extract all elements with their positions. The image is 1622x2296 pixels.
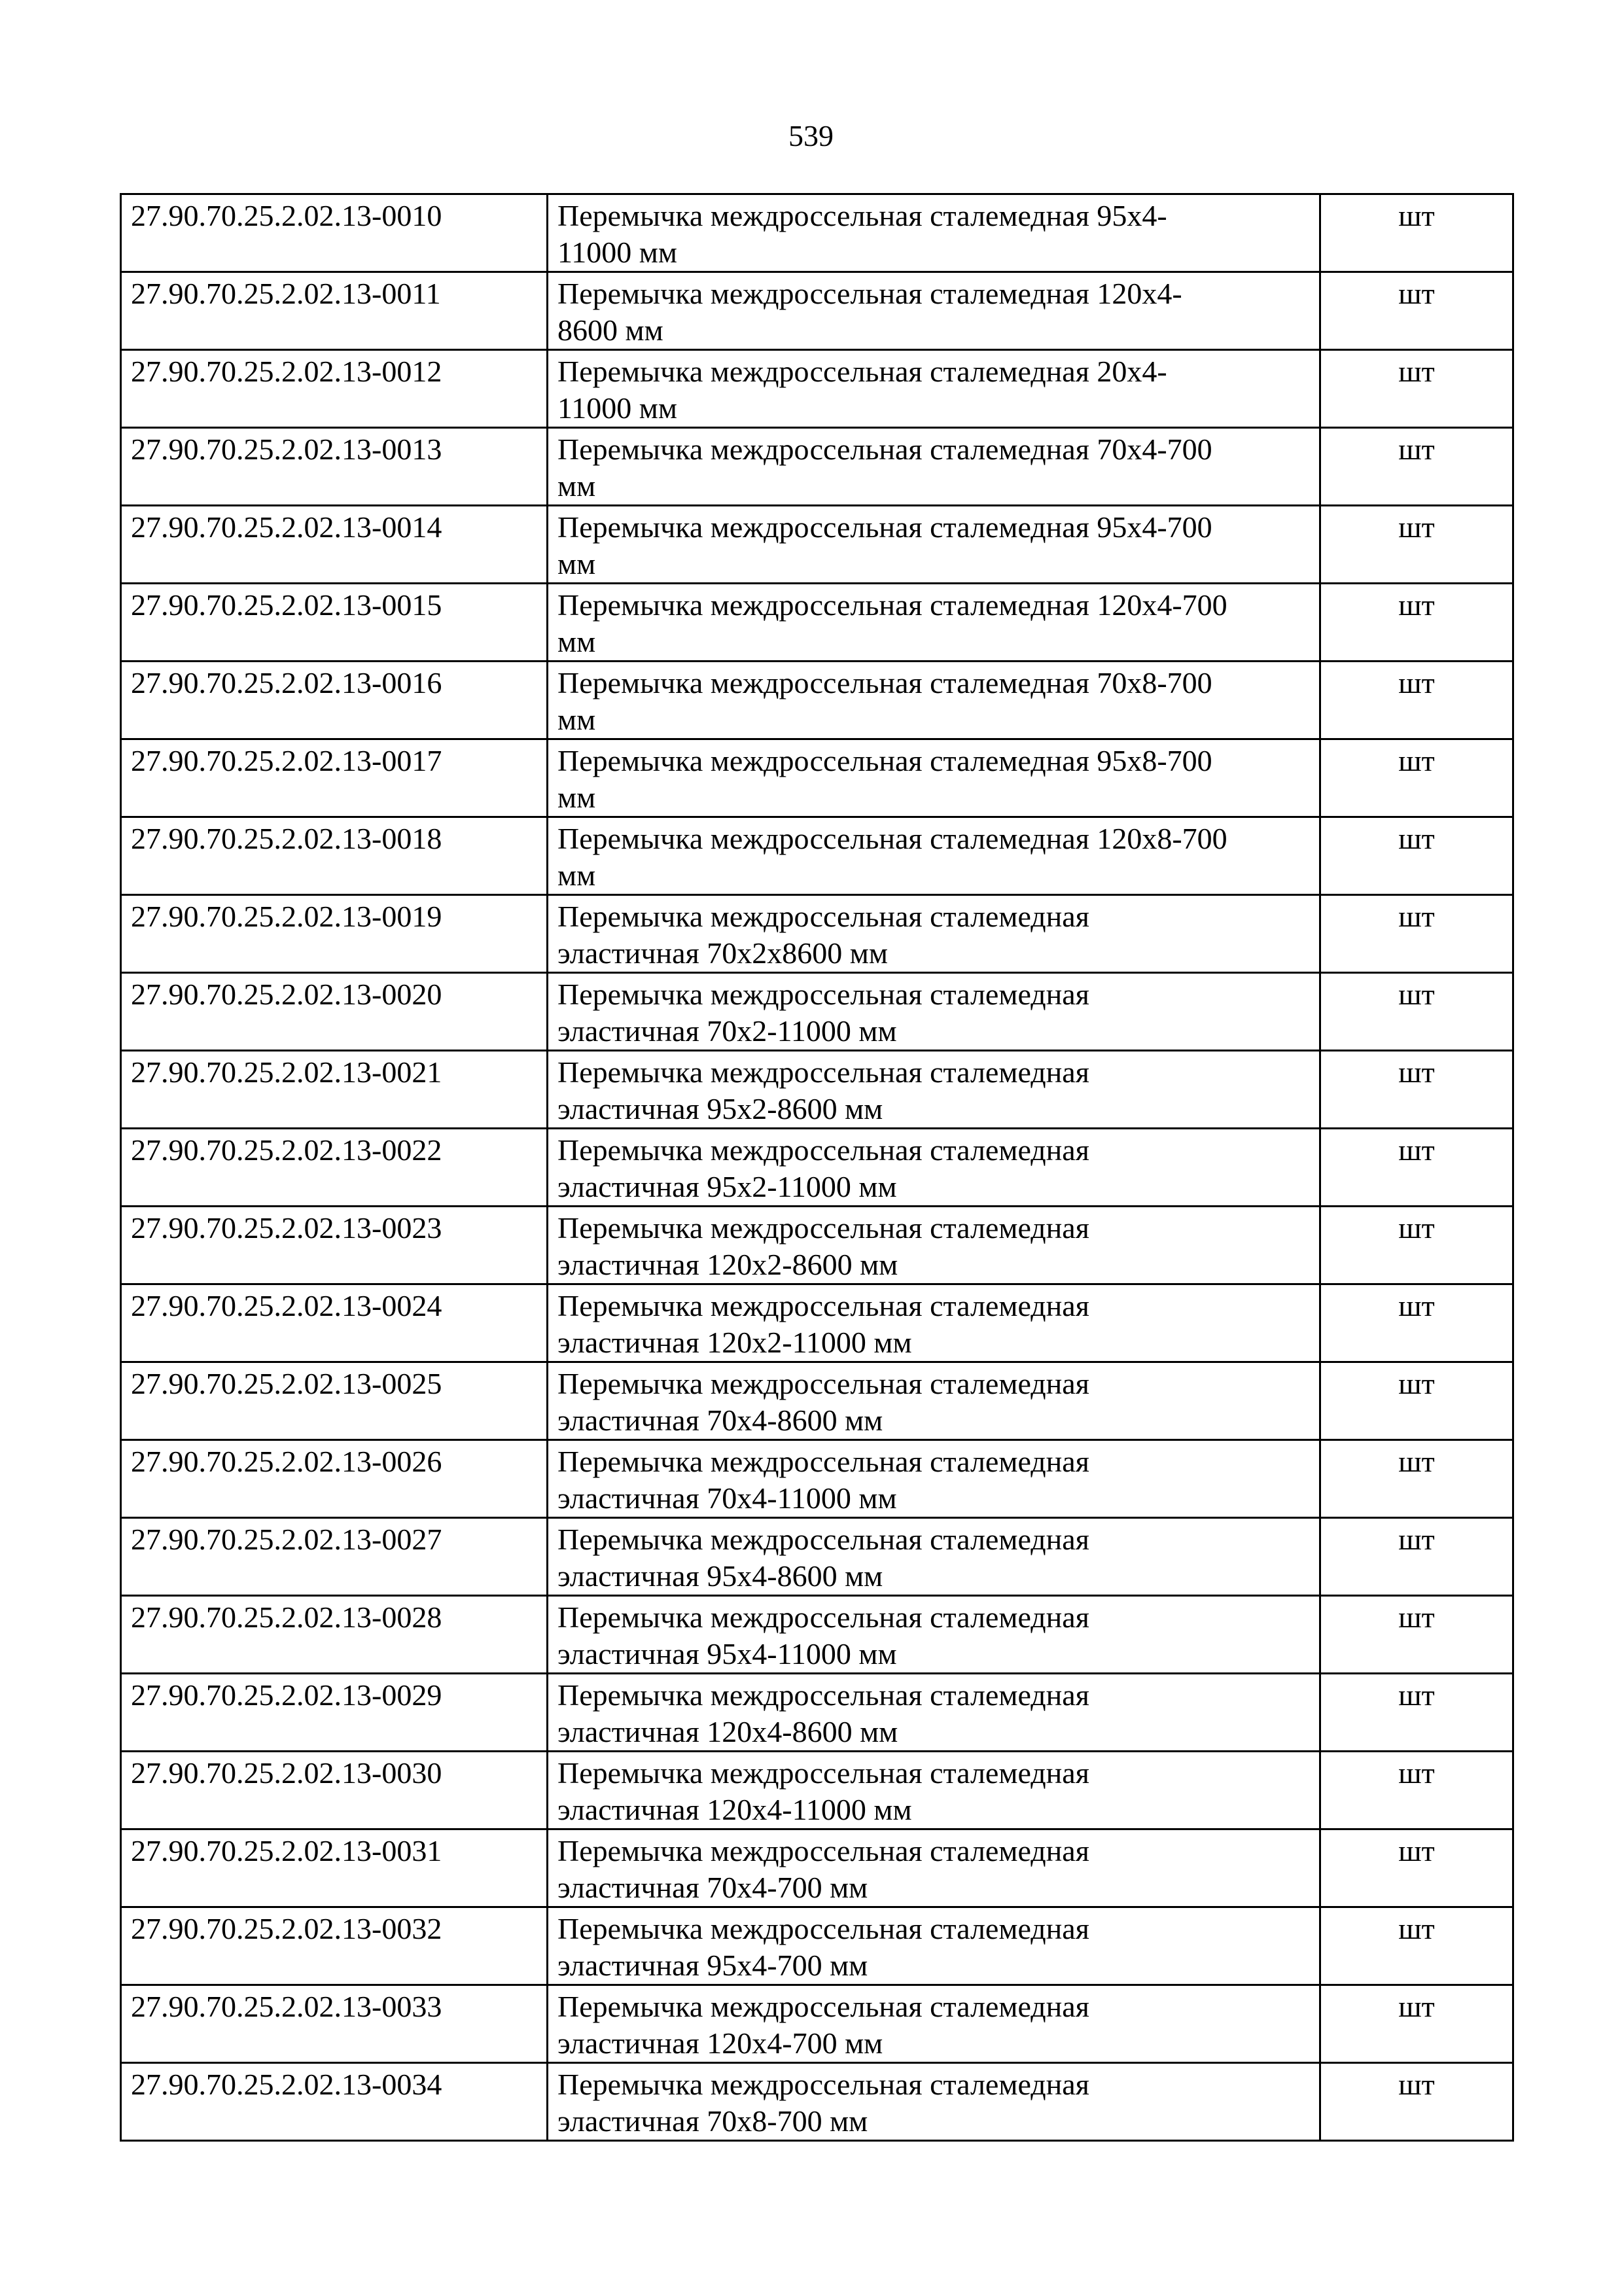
item-name-line: Перемычка междроссельная сталемедная 120х8-700 bbox=[557, 822, 1227, 855]
item-name-line: 8600 мм bbox=[557, 313, 663, 347]
table-row bbox=[121, 1752, 1513, 1829]
item-unit: шт bbox=[1398, 978, 1435, 1011]
item-name-line: Перемычка междроссельная сталемедная bbox=[557, 1055, 1089, 1089]
item-code: 27.90.70.25.2.02.13-0024 bbox=[131, 1289, 442, 1322]
item-name-line: эластичная 95х2-8600 мм bbox=[557, 1092, 883, 1125]
item-name-line: Перемычка междроссельная сталемедная bbox=[557, 1678, 1089, 1712]
item-name-line: Перемычка междроссельная сталемедная bbox=[557, 1133, 1089, 1167]
item-name bbox=[557, 1051, 1310, 1127]
item-name bbox=[557, 1830, 1310, 1906]
item-name-line: Перемычка междроссельная сталемедная bbox=[557, 1834, 1089, 1867]
item-unit: шт bbox=[1398, 1912, 1435, 1945]
item-unit-cell bbox=[1320, 662, 1513, 739]
item-name bbox=[557, 662, 1310, 738]
item-name-cell bbox=[548, 1440, 1320, 1518]
item-name-line: Перемычка междроссельная сталемедная 120х4-700 bbox=[557, 588, 1227, 622]
item-name-cell bbox=[548, 1674, 1320, 1752]
item-code: 27.90.70.25.2.02.13-0027 bbox=[131, 1523, 442, 1556]
item-name-line: Перемычка междроссельная сталемедная bbox=[557, 1289, 1089, 1322]
item-unit: шт bbox=[1398, 277, 1435, 310]
item-name-line: эластичная 70х4-8600 мм bbox=[557, 1404, 883, 1437]
item-name bbox=[557, 2064, 1310, 2140]
item-name bbox=[557, 1207, 1310, 1283]
item-name bbox=[557, 818, 1310, 894]
table-row bbox=[121, 1596, 1513, 1674]
table-row bbox=[121, 350, 1513, 428]
item-name bbox=[557, 1752, 1310, 1828]
item-name-cell bbox=[548, 895, 1320, 973]
item-name bbox=[557, 584, 1310, 660]
item-unit: шт bbox=[1398, 666, 1435, 699]
item-unit-cell bbox=[1320, 272, 1513, 350]
item-code-cell bbox=[121, 739, 548, 817]
table-row bbox=[121, 1674, 1513, 1752]
item-code: 27.90.70.25.2.02.13-0030 bbox=[131, 1756, 442, 1790]
table-row bbox=[121, 1907, 1513, 1985]
item-name bbox=[557, 1285, 1310, 1361]
item-name bbox=[557, 1519, 1310, 1595]
item-code: 27.90.70.25.2.02.13-0031 bbox=[131, 1834, 442, 1867]
item-unit-cell bbox=[1320, 584, 1513, 662]
item-unit-cell bbox=[1320, 1362, 1513, 1440]
table-row bbox=[121, 1829, 1513, 1907]
item-unit: шт bbox=[1398, 744, 1435, 777]
item-name-line: эластичная 95х2-11000 мм bbox=[557, 1170, 897, 1203]
item-name-cell bbox=[548, 1284, 1320, 1362]
item-name-line: эластичная 70х2х8600 мм bbox=[557, 936, 888, 970]
item-name-line: эластичная 95х4-700 мм bbox=[557, 1949, 868, 1982]
item-unit: шт bbox=[1398, 1445, 1435, 1478]
item-name-line: мм bbox=[557, 469, 596, 503]
item-name-cell bbox=[548, 584, 1320, 662]
item-code-cell bbox=[121, 194, 548, 272]
item-name-cell bbox=[548, 272, 1320, 350]
item-name-line: Перемычка междроссельная сталемедная 95х4-700 bbox=[557, 510, 1212, 544]
table-row bbox=[121, 662, 1513, 739]
table-row bbox=[121, 194, 1513, 272]
item-name bbox=[557, 506, 1310, 582]
item-unit: шт bbox=[1398, 1211, 1435, 1245]
item-name-line: Перемычка междроссельная сталемедная 120х4- bbox=[557, 277, 1182, 310]
item-code-cell bbox=[121, 1284, 548, 1362]
item-code-cell bbox=[121, 1051, 548, 1129]
item-unit-cell bbox=[1320, 817, 1513, 895]
item-code: 27.90.70.25.2.02.13-0014 bbox=[131, 510, 442, 544]
item-name-line: Перемычка междроссельная сталемедная bbox=[557, 1756, 1089, 1790]
item-code-cell bbox=[121, 1674, 548, 1752]
item-unit: шт bbox=[1398, 900, 1435, 933]
item-code: 27.90.70.25.2.02.13-0020 bbox=[131, 978, 442, 1011]
item-name bbox=[557, 1441, 1310, 1517]
item-name-line: Перемычка междроссельная сталемедная bbox=[557, 1367, 1089, 1400]
item-name-line: Перемычка междроссельная сталемедная 70х4-700 bbox=[557, 433, 1212, 466]
item-code: 27.90.70.25.2.02.13-0029 bbox=[131, 1678, 442, 1712]
item-name-line: эластичная 95х4-8600 мм bbox=[557, 1559, 883, 1593]
item-unit-cell bbox=[1320, 1752, 1513, 1829]
item-name-line: эластичная 120х4-8600 мм bbox=[557, 1715, 898, 1748]
item-unit-cell bbox=[1320, 194, 1513, 272]
item-name-line: эластичная 120х4-11000 мм bbox=[557, 1793, 912, 1826]
item-unit: шт bbox=[1398, 822, 1435, 855]
item-name-line: Перемычка междроссельная сталемедная bbox=[557, 1912, 1089, 1945]
item-unit: шт bbox=[1398, 1990, 1435, 2023]
item-name-line: 11000 мм bbox=[557, 236, 678, 269]
item-code-cell bbox=[121, 2063, 548, 2141]
table-row bbox=[121, 973, 1513, 1051]
item-code: 27.90.70.25.2.02.13-0013 bbox=[131, 433, 442, 466]
item-unit-cell bbox=[1320, 739, 1513, 817]
item-code: 27.90.70.25.2.02.13-0018 bbox=[131, 822, 442, 855]
item-code: 27.90.70.25.2.02.13-0010 bbox=[131, 199, 442, 232]
item-unit: шт bbox=[1398, 510, 1435, 544]
table-row bbox=[121, 1518, 1513, 1596]
item-unit-cell bbox=[1320, 1596, 1513, 1674]
item-name-line: Перемычка междроссельная сталемедная bbox=[557, 1445, 1089, 1478]
item-unit-cell bbox=[1320, 1207, 1513, 1284]
item-name-cell bbox=[548, 2063, 1320, 2141]
item-unit: шт bbox=[1398, 1678, 1435, 1712]
item-unit-cell bbox=[1320, 973, 1513, 1051]
item-code-cell bbox=[121, 1596, 548, 1674]
item-code-cell bbox=[121, 1907, 548, 1985]
item-name bbox=[557, 1986, 1310, 2062]
item-code: 27.90.70.25.2.02.13-0022 bbox=[131, 1133, 442, 1167]
item-code-cell bbox=[121, 1207, 548, 1284]
item-code-cell bbox=[121, 1985, 548, 2063]
item-code-cell bbox=[121, 1829, 548, 1907]
table-row bbox=[121, 1985, 1513, 2063]
item-code-cell bbox=[121, 272, 548, 350]
item-unit-cell bbox=[1320, 1674, 1513, 1752]
item-name-cell bbox=[548, 1051, 1320, 1129]
item-name-line: эластичная 120х2-11000 мм bbox=[557, 1326, 912, 1359]
item-code: 27.90.70.25.2.02.13-0021 bbox=[131, 1055, 442, 1089]
item-name-line: Перемычка междроссельная сталемедная bbox=[557, 1523, 1089, 1556]
item-unit-cell bbox=[1320, 1051, 1513, 1129]
item-code-cell bbox=[121, 895, 548, 973]
item-name-cell bbox=[548, 817, 1320, 895]
table-row bbox=[121, 1129, 1513, 1207]
item-unit: шт bbox=[1398, 2068, 1435, 2101]
table-row bbox=[121, 1284, 1513, 1362]
item-unit: шт bbox=[1398, 1600, 1435, 1634]
item-name bbox=[557, 273, 1310, 349]
item-name bbox=[557, 1908, 1310, 1984]
item-unit-cell bbox=[1320, 1985, 1513, 2063]
catalog-table bbox=[120, 193, 1514, 2142]
item-name-line: мм bbox=[557, 781, 596, 814]
item-name-line: Перемычка междроссельная сталемедная 95х8-700 bbox=[557, 744, 1212, 777]
item-name-cell bbox=[548, 1207, 1320, 1284]
item-name-line: эластичная 70х8-700 мм bbox=[557, 2104, 868, 2138]
item-name-cell bbox=[548, 350, 1320, 428]
item-code: 27.90.70.25.2.02.13-0017 bbox=[131, 744, 442, 777]
catalog-table-body bbox=[121, 194, 1513, 2141]
item-unit-cell bbox=[1320, 1518, 1513, 1596]
item-name-line: мм bbox=[557, 547, 596, 580]
item-name-line: эластичная 70х4-700 мм bbox=[557, 1871, 868, 1904]
table-row bbox=[121, 1051, 1513, 1129]
item-unit: шт bbox=[1398, 1055, 1435, 1089]
item-unit: шт bbox=[1398, 433, 1435, 466]
item-name bbox=[557, 1363, 1310, 1439]
item-name-line: эластичная 120х4-700 мм bbox=[557, 2026, 883, 2060]
item-unit-cell bbox=[1320, 1440, 1513, 1518]
item-unit: шт bbox=[1398, 199, 1435, 232]
table-row bbox=[121, 1362, 1513, 1440]
item-name-line: мм bbox=[557, 625, 596, 658]
item-code: 27.90.70.25.2.02.13-0033 bbox=[131, 1990, 442, 2023]
item-name-line: мм bbox=[557, 858, 596, 892]
item-name-line: Перемычка междроссельная сталемедная bbox=[557, 978, 1089, 1011]
item-name-line: эластичная 70х4-11000 мм bbox=[557, 1481, 897, 1515]
item-name-cell bbox=[548, 1518, 1320, 1596]
item-name-cell bbox=[548, 194, 1320, 272]
item-code-cell bbox=[121, 1752, 548, 1829]
item-code-cell bbox=[121, 973, 548, 1051]
item-unit-cell bbox=[1320, 428, 1513, 506]
table-row bbox=[121, 1207, 1513, 1284]
item-code: 27.90.70.25.2.02.13-0023 bbox=[131, 1211, 442, 1245]
item-code-cell bbox=[121, 1129, 548, 1207]
item-unit-cell bbox=[1320, 1129, 1513, 1207]
item-code-cell bbox=[121, 1362, 548, 1440]
item-code-cell bbox=[121, 584, 548, 662]
item-unit-cell bbox=[1320, 1907, 1513, 1985]
item-name-cell bbox=[548, 1985, 1320, 2063]
table-row bbox=[121, 506, 1513, 584]
item-code-cell bbox=[121, 817, 548, 895]
item-name bbox=[557, 1597, 1310, 1672]
item-name-line: Перемычка междроссельная сталемедная bbox=[557, 1990, 1089, 2023]
item-unit-cell bbox=[1320, 1284, 1513, 1362]
item-unit: шт bbox=[1398, 588, 1435, 622]
item-code-cell bbox=[121, 1518, 548, 1596]
item-name-line: эластичная 70х2-11000 мм bbox=[557, 1014, 897, 1048]
item-name-cell bbox=[548, 1752, 1320, 1829]
item-code: 27.90.70.25.2.02.13-0011 bbox=[131, 277, 441, 310]
table-row bbox=[121, 1440, 1513, 1518]
item-code-cell bbox=[121, 506, 548, 584]
item-code: 27.90.70.25.2.02.13-0032 bbox=[131, 1912, 442, 1945]
item-name bbox=[557, 896, 1310, 972]
item-name-cell bbox=[548, 1362, 1320, 1440]
item-name-cell bbox=[548, 428, 1320, 506]
item-code: 27.90.70.25.2.02.13-0026 bbox=[131, 1445, 442, 1478]
item-code: 27.90.70.25.2.02.13-0028 bbox=[131, 1600, 442, 1634]
item-name-cell bbox=[548, 1129, 1320, 1207]
table-row bbox=[121, 428, 1513, 506]
item-code: 27.90.70.25.2.02.13-0025 bbox=[131, 1367, 442, 1400]
item-name-cell bbox=[548, 1596, 1320, 1674]
item-name-cell bbox=[548, 506, 1320, 584]
table-row bbox=[121, 739, 1513, 817]
item-code: 27.90.70.25.2.02.13-0016 bbox=[131, 666, 442, 699]
item-unit: шт bbox=[1398, 355, 1435, 388]
item-unit-cell bbox=[1320, 506, 1513, 584]
page-number: 539 bbox=[788, 119, 834, 152]
item-code: 27.90.70.25.2.02.13-0015 bbox=[131, 588, 442, 622]
item-code: 27.90.70.25.2.02.13-0012 bbox=[131, 355, 442, 388]
item-name bbox=[557, 1129, 1310, 1205]
item-name-line: эластичная 120х2-8600 мм bbox=[557, 1248, 898, 1281]
item-name bbox=[557, 740, 1310, 816]
item-name-line: Перемычка междроссельная сталемедная bbox=[557, 900, 1089, 933]
item-name-cell bbox=[548, 1907, 1320, 1985]
table-row bbox=[121, 817, 1513, 895]
item-name-line: эластичная 95х4-11000 мм bbox=[557, 1637, 897, 1670]
item-name-line: Перемычка междроссельная сталемедная 20х4- bbox=[557, 355, 1167, 388]
item-unit: шт bbox=[1398, 1756, 1435, 1790]
item-code: 27.90.70.25.2.02.13-0019 bbox=[131, 900, 442, 933]
item-unit: шт bbox=[1398, 1289, 1435, 1322]
item-name-line: Перемычка междроссельная сталемедная 95х4- bbox=[557, 199, 1167, 232]
item-name bbox=[557, 974, 1310, 1050]
table-row bbox=[121, 2063, 1513, 2141]
item-unit: шт bbox=[1398, 1523, 1435, 1556]
item-name-cell bbox=[548, 1829, 1320, 1907]
item-unit: шт bbox=[1398, 1133, 1435, 1167]
item-unit: шт bbox=[1398, 1834, 1435, 1867]
item-unit-cell bbox=[1320, 1829, 1513, 1907]
item-name-cell bbox=[548, 662, 1320, 739]
item-code: 27.90.70.25.2.02.13-0034 bbox=[131, 2068, 442, 2101]
item-name-line: 11000 мм bbox=[557, 391, 678, 425]
item-name bbox=[557, 195, 1310, 271]
item-name-line: Перемычка междроссельная сталемедная 70х8-700 bbox=[557, 666, 1212, 699]
item-code-cell bbox=[121, 1440, 548, 1518]
item-name-line: Перемычка междроссельная сталемедная bbox=[557, 1600, 1089, 1634]
item-name-cell bbox=[548, 739, 1320, 817]
table-row bbox=[121, 895, 1513, 973]
item-name bbox=[557, 1674, 1310, 1750]
table-row bbox=[121, 584, 1513, 662]
item-unit-cell bbox=[1320, 350, 1513, 428]
item-name-line: Перемычка междроссельная сталемедная bbox=[557, 1211, 1089, 1245]
item-name bbox=[557, 429, 1310, 504]
item-code-cell bbox=[121, 662, 548, 739]
item-unit-cell bbox=[1320, 895, 1513, 973]
item-name-line: Перемычка междроссельная сталемедная bbox=[557, 2068, 1089, 2101]
table-row bbox=[121, 272, 1513, 350]
item-name-cell bbox=[548, 973, 1320, 1051]
item-name bbox=[557, 351, 1310, 427]
item-unit-cell bbox=[1320, 2063, 1513, 2141]
item-code-cell bbox=[121, 428, 548, 506]
item-name-line: мм bbox=[557, 703, 596, 736]
item-unit: шт bbox=[1398, 1367, 1435, 1400]
item-code-cell bbox=[121, 350, 548, 428]
